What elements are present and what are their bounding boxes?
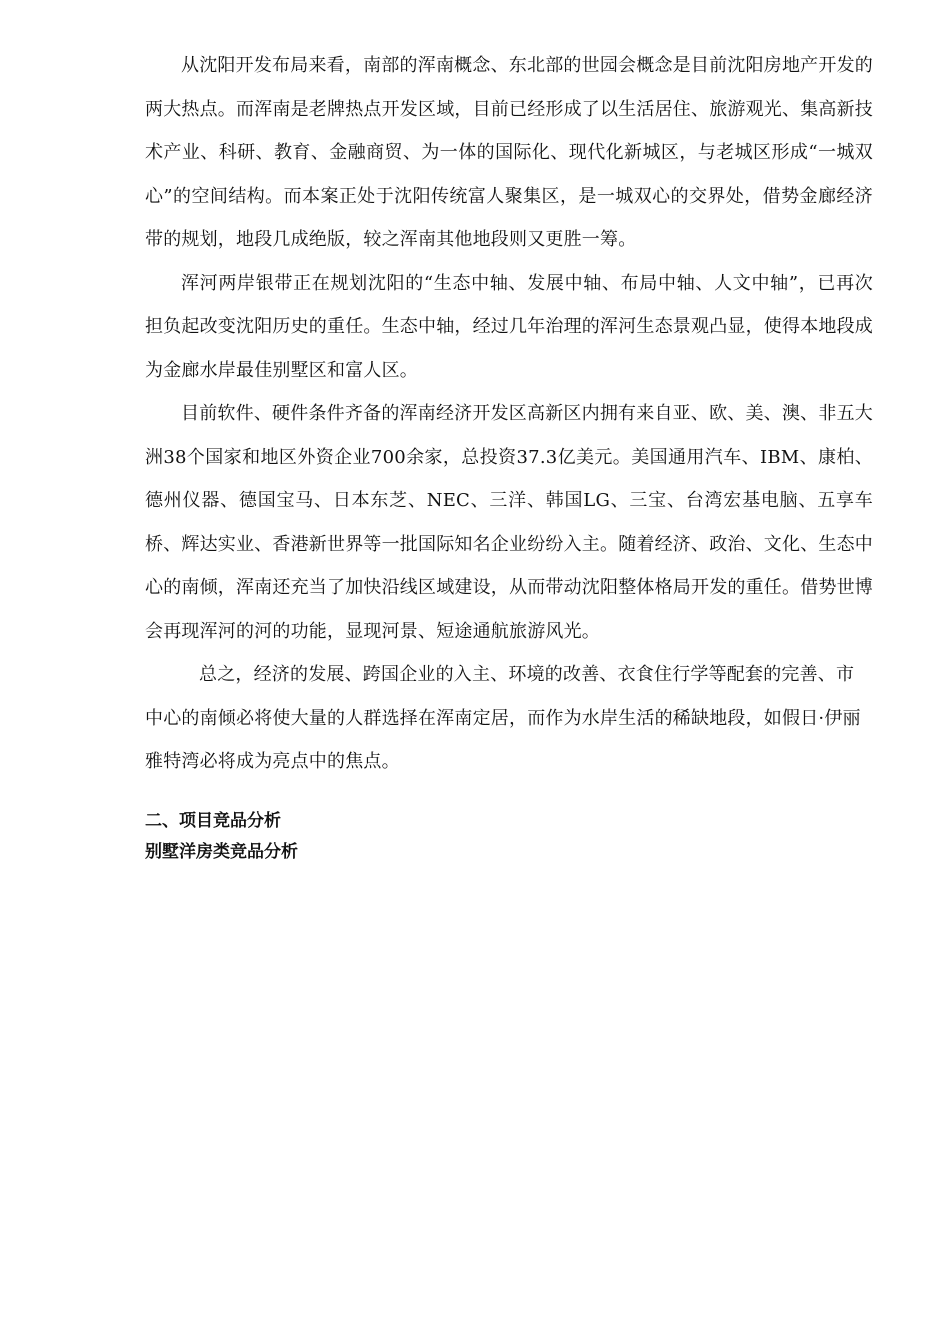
body-text <box>145 44 873 784</box>
section-headings <box>145 806 873 868</box>
subsection-heading: 别墅洋房类竞品分析 <box>145 842 298 862</box>
paragraph-foreign-enterprises: 目前软件、硬件条件齐备的浑南经济开发区高新区内拥有来自亚、欧、美、澳、非五大洲38个国家和地区外资企业700余家，总投资37.3亿美元。美国通用汽车、IBM、康柏、德州仪器、德国宝马、日本东芝、NEC、三洋、韩国LG、三宝、台湾宏基电脑、五享车桥、辉达实业、香港新世界等一批国际知名企业纷纷入主。随着经济、政治、文化、生态中心的南倾，浑南还充当了加快沿线区域建设，从而带动沈阳整体格局开发的重任。借势世博会再现浑河的河的功能，显现河景、短途通航旅游风光。 <box>145 403 873 642</box>
section-heading: 二、项目竞品分析 <box>145 811 281 831</box>
paragraph-development-layout: 从沈阳开发布局来看，南部的浑南概念、东北部的世园会概念是目前沈阳房地产开发的两大热点。而浑南是老牌热点开发区域，目前已经形成了以生活居住、旅游观光、集高新技术产业、科研、教育、金融商贸、为一体的国际化、现代化新城区，与老城区形成“一城双心”的空间结构。而本案正处于沈阳传统富人聚集区，是一城双心的交界处，借势金廊经济带的规划，地段几成绝版，较之浑南其他地段则又更胜一筹。 <box>145 55 873 250</box>
paragraph-conclusion: 总之，经济的发展、跨国企业的入主、环境的改善、衣食住行学等配套的完善、市中心的南倾必将使大量的人群选择在浑南定居，而作为水岸生活的稀缺地段，如假日·伊丽雅特湾必将成为亮点中的焦点。 <box>145 664 861 772</box>
paragraph-river-belt: 浑河两岸银带正在规划沈阳的“生态中轴、发展中轴、布局中轴、人文中轴”，已再次担负起改变沈阳历史的重任。生态中轴，经过几年治理的浑河生态景观凸显，使得本地段成为金廊水岸最佳别墅区和富人区。 <box>145 272 873 381</box>
